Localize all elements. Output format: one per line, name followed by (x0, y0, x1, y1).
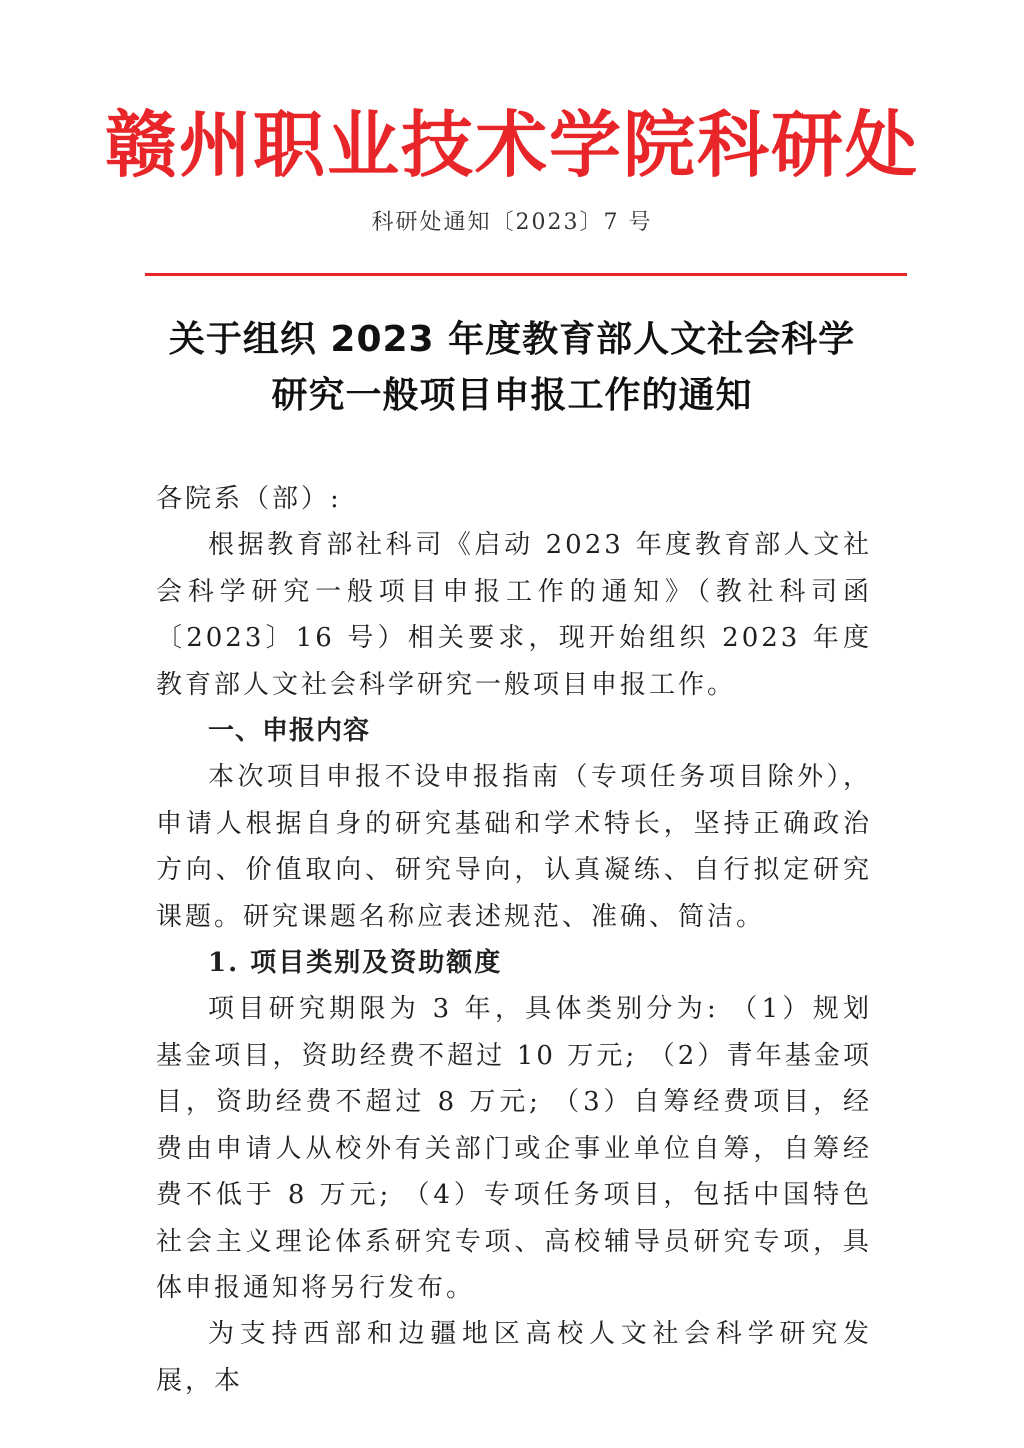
red-divider (145, 273, 907, 276)
document-number: 科研处通知〔2023〕7 号 (371, 210, 653, 235)
notice-body (156, 476, 872, 1404)
closing-paragraph: 为支持西部和边疆地区高校人文社会科学研究发展，本 (156, 1319, 872, 1396)
salutation: 各院系（部）: (156, 484, 342, 514)
notice-title-line-2: 研究一般项目申报工作的通知 (271, 375, 753, 416)
intro-paragraph: 根据教育部社科司《启动 2023 年度教育部人文社会科学研究一般项目申报工作的通知》（教社科司函〔2023〕16 号）相关要求，现开始组织 2023 年度教育部人文社会科学研究一般项目申报工作。 (156, 530, 872, 700)
section-heading-application-content: 一、申报内容 (208, 716, 371, 747)
notice-title (120, 312, 904, 424)
org-title: 赣州职业技术学院科研处 (104, 102, 919, 187)
section-paragraph-application-content: 本次项目申报不设申报指南（专项任务项目除外），申请人根据自身的研究基础和学术特长，坚持正确政治方向、价值取向、研究导向，认真凝练、自行拟定研究课题。研究课题名称应表述规范、准确、简洁。 (156, 762, 872, 932)
notice-title-line-1: 关于组织 2023 年度教育部人文社会科学 (168, 319, 856, 360)
subsection-heading-project-categories: 1. 项目类别及资助额度 (208, 948, 503, 979)
subsection-paragraph-project-categories: 项目研究期限为 3 年，具体类别分为: （1）规划基金项目，资助经费不超过 10 万元; （2）青年基金项目，资助经费不超过 8 万元; （3）自筹经费项目，经费由申请人从校外有关部门或企事业单位自筹，自筹经费不低于 8 万元; （4）专项任务项目，包括中国特色社会主义理论体系研究专项、高校辅导员研究专项，具体申报通知将另行发布。 (156, 994, 872, 1303)
